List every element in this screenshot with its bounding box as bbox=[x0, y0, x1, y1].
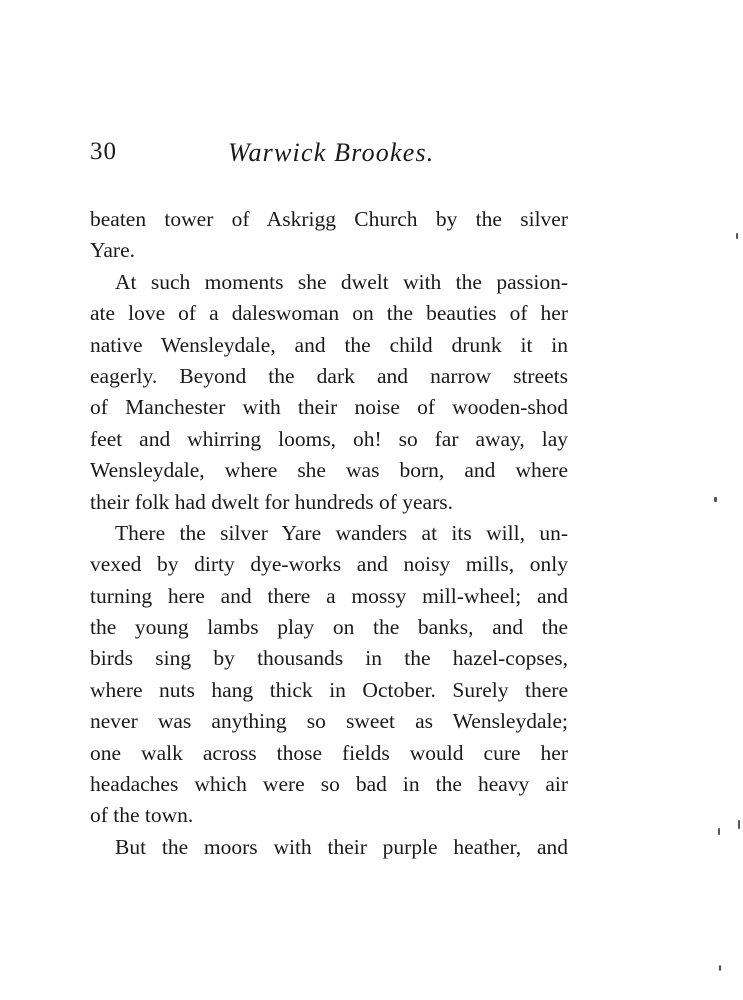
text-line: headaches which were so bad in the heavy air bbox=[90, 772, 568, 797]
text-line: Wensleydale, where she was born, and where bbox=[90, 458, 568, 483]
text-line: turning here and there a mossy mill-wheel; and bbox=[90, 583, 568, 608]
scan-mark bbox=[736, 233, 738, 239]
text-line: feet and whirring looms, oh! so far away, lay bbox=[90, 426, 568, 451]
text-line: of the town. bbox=[90, 803, 194, 828]
text-line: native Wensleydale, and the child drunk it in bbox=[90, 332, 568, 357]
text-line: birds sing by thousands in the hazel-copses, bbox=[90, 646, 568, 671]
text-line: vexed by dirty dye-works and noisy mills, only bbox=[90, 552, 568, 577]
scan-mark bbox=[738, 820, 740, 829]
text-line: But the moors with their purple heather, and bbox=[115, 834, 568, 859]
paragraph bbox=[90, 518, 568, 832]
running-title: Warwick Brookes. bbox=[228, 138, 435, 167]
text-line: the young lambs play on the banks, and the bbox=[90, 615, 568, 640]
text-line: one walk across those fields would cure her bbox=[90, 740, 568, 765]
paragraph bbox=[90, 832, 568, 863]
running-head bbox=[90, 138, 570, 178]
text-line: Yare. bbox=[90, 238, 135, 263]
text-line: At such moments she dwelt with the passion- bbox=[115, 269, 568, 294]
text-line: their folk had dwelt for hundreds of years. bbox=[90, 489, 454, 514]
text-line: There the silver Yare wanders at its will, un- bbox=[115, 520, 568, 545]
text-line: never was anything so sweet as Wensleydale; bbox=[90, 709, 568, 734]
text-line: of Manchester with their noise of wooden-shod bbox=[90, 395, 568, 420]
text-line: ate love of a daleswoman on the beauties of her bbox=[90, 301, 568, 326]
paragraph bbox=[90, 204, 568, 267]
page-number: 30 bbox=[90, 138, 117, 165]
text-line: beaten tower of Askrigg Church by the silver bbox=[90, 207, 568, 231]
scan-mark bbox=[719, 965, 721, 971]
text-line: where nuts hang thick in October. Surely there bbox=[90, 677, 568, 702]
paragraph bbox=[90, 267, 568, 518]
scan-mark bbox=[718, 828, 720, 835]
scan-mark bbox=[714, 497, 717, 502]
text-line: eagerly. Beyond the dark and narrow streets bbox=[90, 363, 568, 388]
body-text bbox=[90, 204, 568, 863]
